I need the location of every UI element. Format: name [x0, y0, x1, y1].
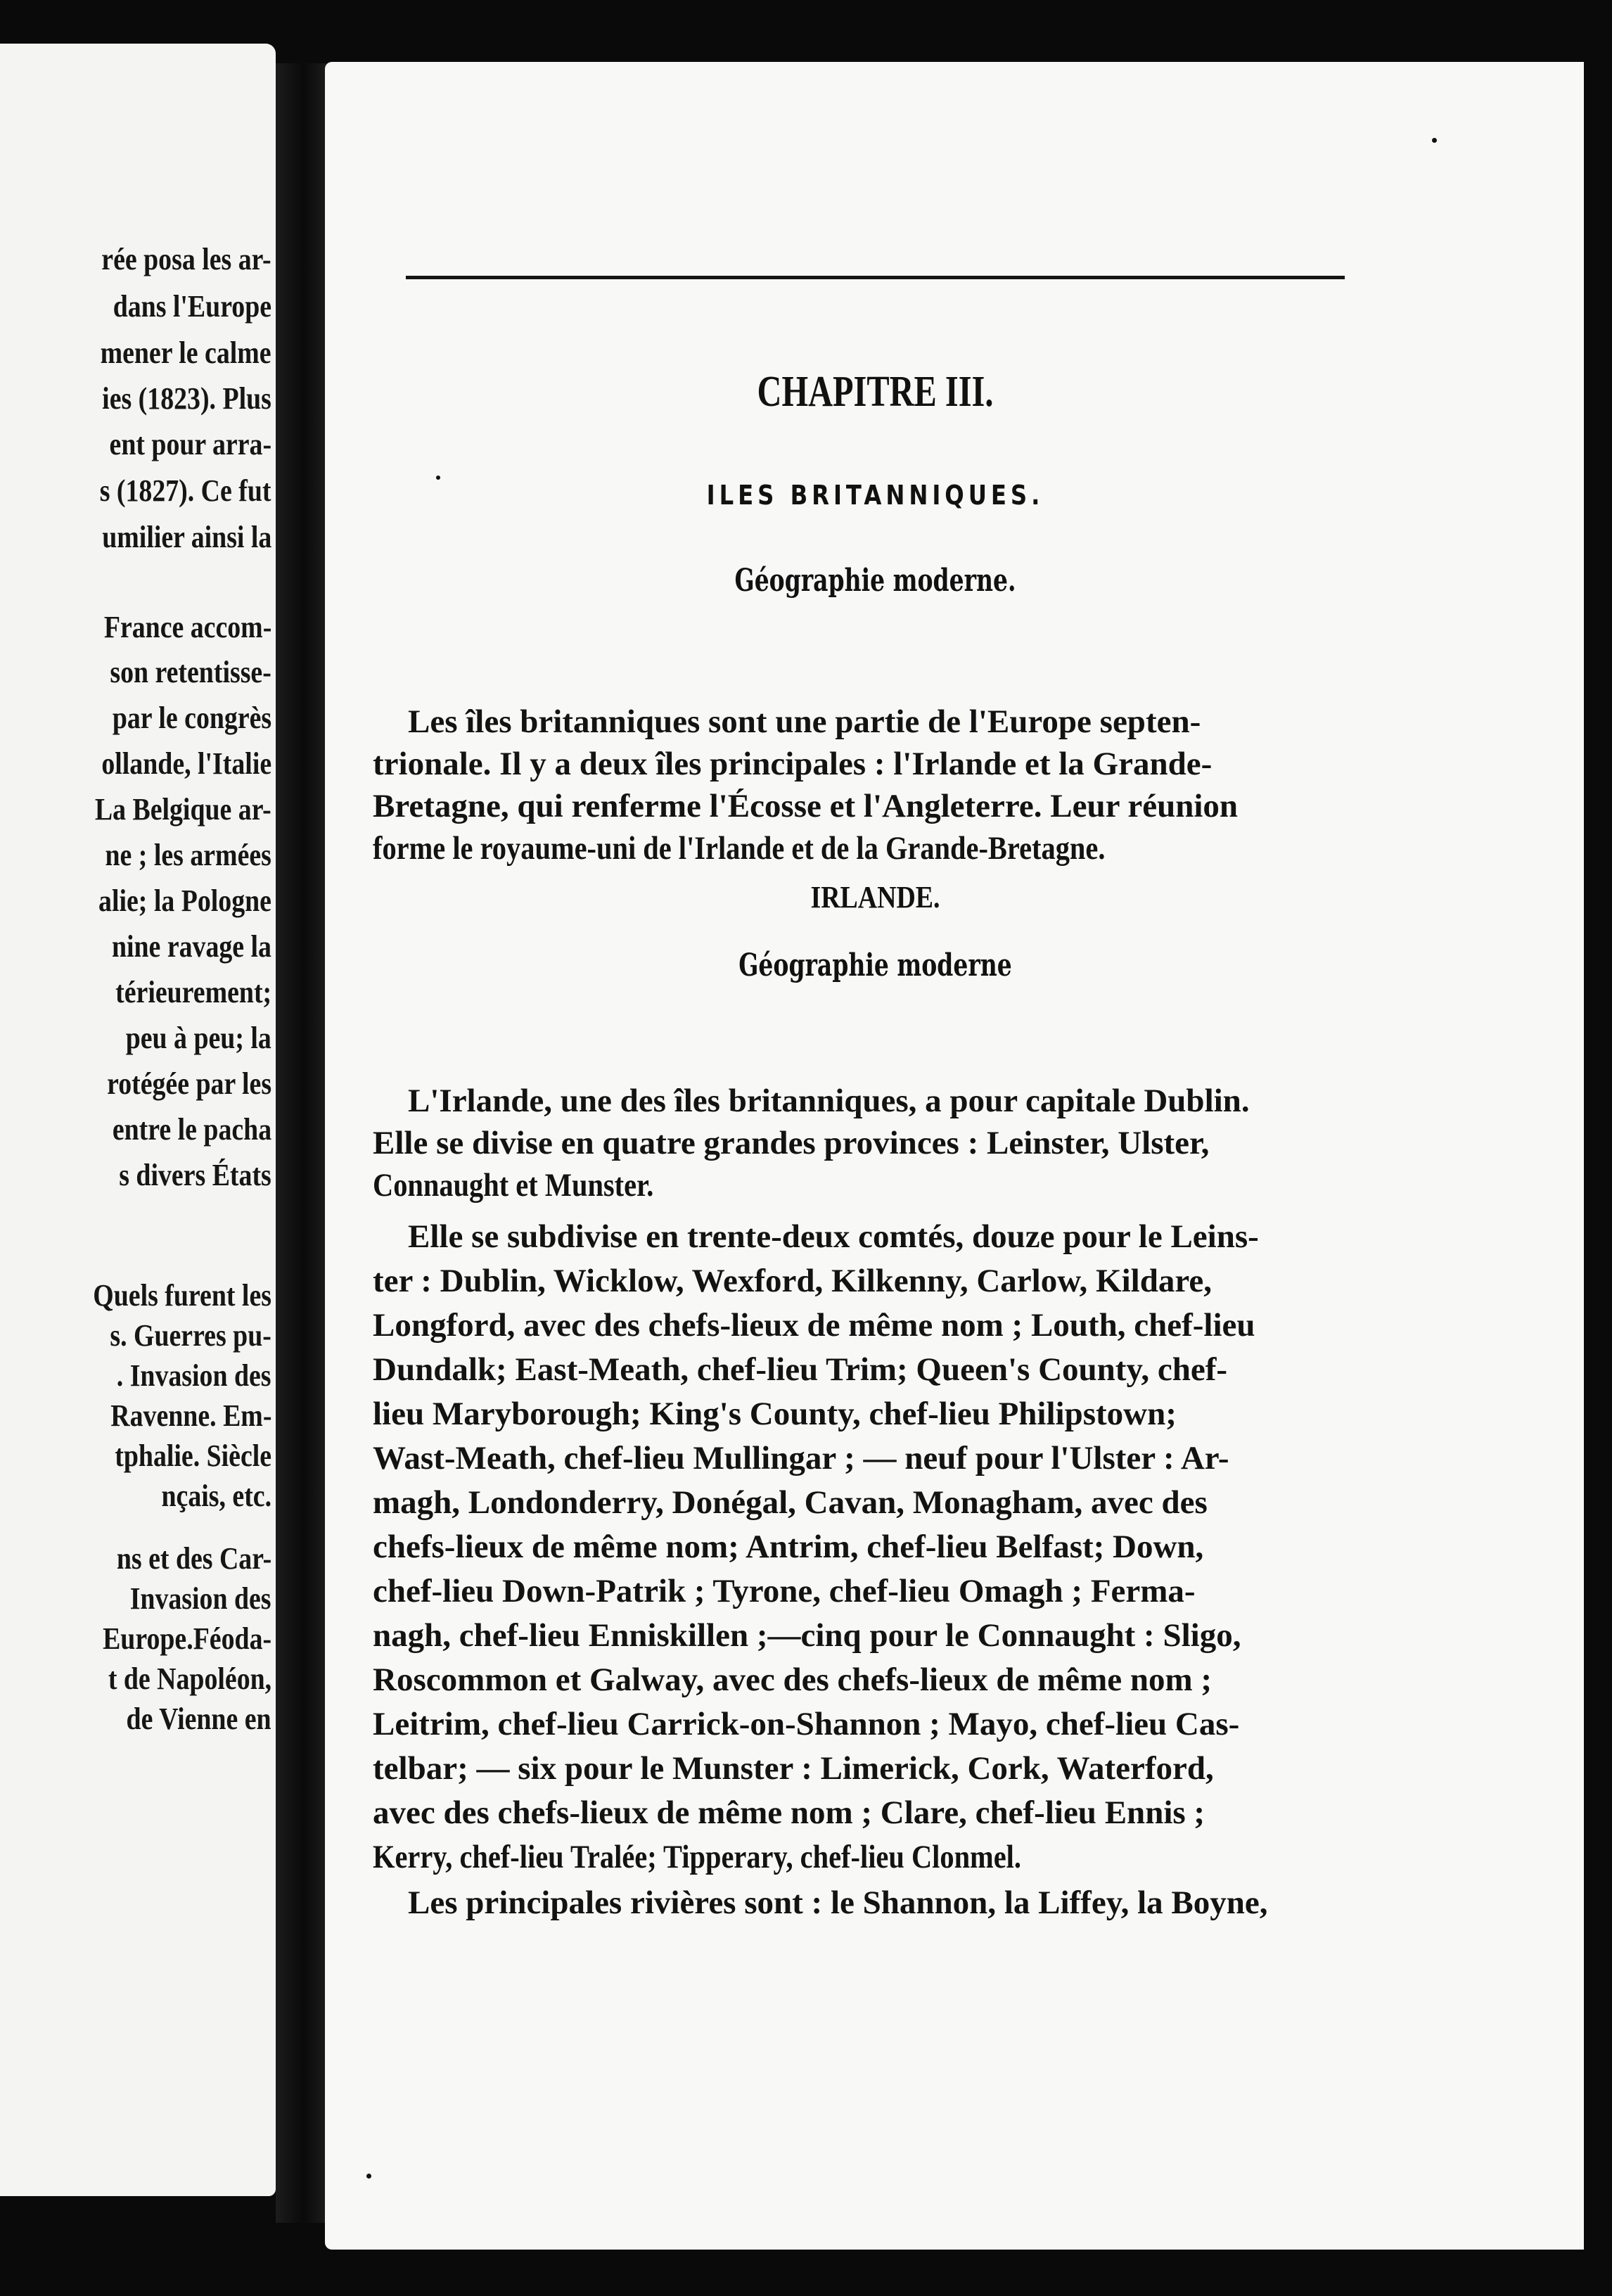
left-page-line: Quels furent les — [93, 1278, 271, 1313]
left-page-line: ns et des Car- — [116, 1541, 271, 1576]
left-page-line: nine ravage la — [111, 929, 271, 964]
para3-line: Les principales rivières sont : le Shannon, la Liffey, la Boyne, — [408, 1884, 1268, 1921]
subtitle-geographie-2: Géographie moderne — [738, 948, 1012, 983]
intro-line: Les îles britanniques sont une partie de l'Europe septen- — [408, 703, 1201, 740]
left-page-line: tphalie. Siècle — [115, 1439, 271, 1473]
left-page-line: s divers États — [119, 1158, 271, 1192]
left-facing-page — [0, 44, 276, 2196]
para2-line: Elle se subdivise en trente-deux comtés, douze pour le Leins- — [408, 1218, 1259, 1255]
para2-line: nagh, chef-lieu Enniskillen ;—cinq pour le Connaught : Sligo, — [373, 1617, 1241, 1654]
left-page-line: Ravenne. Em- — [110, 1398, 271, 1433]
para2-line: Leitrim, chef-lieu Carrick-on-Shannon ; Mayo, chef-lieu Cas- — [373, 1706, 1240, 1742]
left-page-line: ies (1823). Plus — [102, 381, 271, 416]
chapter-title: CHAPITRE III. — [757, 368, 994, 416]
left-page-line: s (1827). Ce fut — [100, 473, 271, 508]
left-page-line: ent pour arra- — [109, 427, 271, 461]
left-page-line: son retentisse- — [110, 655, 271, 689]
para2-line: telbar; — six pour le Munster : Limerick, Cork, Waterford, — [373, 1750, 1214, 1787]
left-page-line: alie; la Pologne — [98, 884, 271, 918]
para2-line: ter : Dublin, Wicklow, Wexford, Kilkenny, Carlow, Kildare, — [373, 1263, 1212, 1299]
para2-line: Kerry, chef-lieu Tralée; Tipperary, chef-lieu Clonmel. — [373, 1839, 1022, 1875]
left-page-line: ollande, l'Italie — [101, 746, 271, 781]
left-page-line: de Vienne en — [126, 1702, 271, 1736]
para2-line: Longford, avec des chefs-lieux de même nom ; Louth, chef-lieu — [373, 1307, 1255, 1344]
left-page-line: dans l'Europe — [113, 289, 271, 324]
left-page-line: umilier ainsi la — [101, 520, 271, 554]
left-page-line: térieurement; — [115, 975, 271, 1009]
left-page-line: s. Guerres pu- — [110, 1318, 271, 1353]
para2-line: lieu Maryborough; King's County, chef-lieu Philipstown; — [373, 1396, 1177, 1432]
intro-line: trionale. Il y a deux îles principales : l'Irlande et la Grande- — [373, 746, 1213, 782]
para2-line: magh, Londonderry, Donégal, Cavan, Monagham, avec des — [373, 1484, 1208, 1521]
left-page-line: nçais, etc. — [161, 1479, 271, 1513]
left-page-line: rotégée par les — [107, 1066, 271, 1101]
ink-speck — [436, 476, 440, 480]
para2-line: Roscommon et Galway, avec des chefs-lieux de même nom ; — [373, 1662, 1213, 1698]
left-page-line: Europe.Féoda- — [102, 1621, 271, 1656]
left-page-line: par le congrès — [112, 701, 271, 735]
para1-line: Connaught et Munster. — [373, 1167, 654, 1204]
left-page-line: Invasion des — [130, 1581, 271, 1616]
left-page-line: La Belgique ar- — [95, 792, 271, 827]
left-page-line: . Invasion des — [117, 1358, 271, 1393]
para2-line: Dundalk; East-Meath, chef-lieu Trim; Queen's County, chef- — [373, 1351, 1228, 1388]
ink-speck — [1432, 138, 1437, 143]
left-page-line: entre le pacha — [112, 1112, 271, 1147]
para2-line: chef-lieu Down-Patrik ; Tyrone, chef-lieu Omagh ; Ferma- — [373, 1573, 1196, 1609]
intro-line: forme le royaume-uni de l'Irlande et de la Grande-Bretagne. — [373, 830, 1106, 867]
para2-line: avec des chefs-lieux de même nom ; Clare, chef-lieu Ennis ; — [373, 1794, 1205, 1831]
para2-line: chefs-lieux de même nom; Antrim, chef-lieu Belfast; Down, — [373, 1529, 1204, 1565]
left-page-line: ne ; les armées — [105, 838, 271, 872]
ink-speck — [366, 2174, 371, 2179]
irlande-title: IRLANDE. — [810, 880, 940, 914]
para1-line: L'Irlande, une des îles britanniques, a pour capitale Dublin. — [408, 1083, 1250, 1119]
left-page-line: rée posa les ar- — [101, 242, 271, 276]
header-rule — [406, 276, 1345, 279]
left-page-line: mener le calme — [100, 336, 271, 370]
left-page-line: t de Napoléon, — [108, 1662, 271, 1696]
para1-line: Elle se divise en quatre grandes provinces : Leinster, Ulster, — [373, 1125, 1210, 1161]
para2-line: Wast-Meath, chef-lieu Mullingar ; — neuf pour l'Ulster : Ar- — [373, 1440, 1229, 1477]
section-title: ILES BRITANNIQUES. — [706, 480, 1044, 511]
left-page-line: France accom- — [103, 610, 271, 644]
left-page-line: peu à peu; la — [125, 1021, 271, 1055]
intro-line: Bretagne, qui renferme l'Écosse et l'Angleterre. Leur réunion — [373, 788, 1239, 824]
subtitle-geographie-1: Géographie moderne. — [734, 563, 1016, 599]
